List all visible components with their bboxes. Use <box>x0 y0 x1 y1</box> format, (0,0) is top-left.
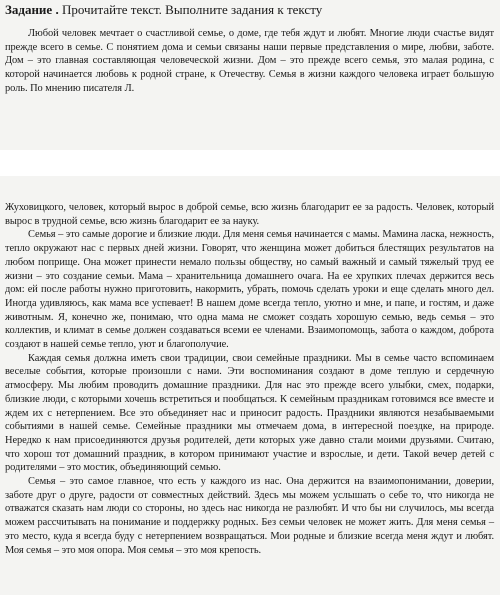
paragraph-mother: Семья – это самые дорогие и близкие люди. Для меня семья начинается с мамы. Мамина ласка, нежность, тепло окружают нас с первых дней жизни. Говорят, что женщина может добиться блестящих результатов на любом поприще. Она может принести немало пользы обществу, но самый важный и самый тяжелый труд ее жизни – это создание семьи. Мама – хранительница домашнего очага. На ее хрупких плечах держится весь дом: ей после работы нужно приготовить, накормить, убрать, помочь сделать уроки и еще сделать много дел. Иногда удивляюсь, как мама все успевает! В нашем доме всегда тепло, уютно и мне, и папе, и гостям, и даже животным. Я, конечно же, понимаю, что одна мама не сможет создать хорошую семью, ведь семья – это коллектив, и климат в семье должен создаваться всеми ее членами. Взаимопомощь, забота о каждом, доброта создают в нашей семье тепло, уют и благополучие. <box>5 229 494 351</box>
paragraph-conclusion: Семья – это самое главное, что есть у каждого из нас. Она держится на взаимопонимании, доверии, заботе друг о друге, радости от совместных действий. Здесь мы можем услышать о себе то, что никогда не отважатся сказать нам люди со стороны, но здесь нас никогда не разлюбят. И что бы ни случилось, мы всегда можем рассчитывать на понимание и поддержку родных. Без семьи человек не может жить. Для меня семья – это место, куда я всегда буду с нетерпением возвращаться. Мои родные и близкие всегда меня ждут и любят. Моя семья – это моя опора. Моя семья – это моя крепость. <box>5 476 494 556</box>
bottom-text-block <box>0 176 500 595</box>
paragraph-intro: Любой человек мечтает о счастливой семье, о доме, где тебя ждут и любят. Многие люди счастье видят прежде всего в семье. С понятием дома и семьи связаны наши первые представления о мире, любви, заботе. Дом – это главная составляющая человеческой жизни. Дом – это прежде всего семья, это малая родина, с которой начинается любовь к родной стране, к Отечеству. Семья в жизни каждого человека играет большую роль. По мнению писателя Л. <box>5 28 494 94</box>
task-heading <box>5 2 494 18</box>
top-text-block <box>0 0 500 150</box>
page-gap <box>0 150 500 176</box>
paragraph-continuation: Жуховицкого, человек, который вырос в доброй семье, всю жизнь благодарит ее за радость. Человек, который вырос в трудной семье, всю жизнь благодарит ее за науку. <box>5 202 494 227</box>
task-instruction: Прочитайте текст. Выполните задания к тексту <box>58 2 323 17</box>
paragraph-traditions: Каждая семья должна иметь свои традиции, свои семейные праздники. Мы в семье часто вспоминаем веселые события, которые произошли с нами. Эти воспоминания создают в доме теплую и сердечную атмосферу. Мы любим проводить домашние праздники. Для нас это прежде всего улыбки, смех, подарки, близкие люди, с которыми хочешь встретиться и пообщаться. К семейным праздникам готовимся все вместе и ждем их с нетерпением. Все это объединяет нас и приносит радость. Праздники являются незабываемыми событиями в нашей семье. Семейные праздники мы отмечаем дома, в интересной поездке, на природе. Нередко к нам присоединяются друзья родителей, дети которых уже давно стали моими друзьями. Считаю, что хорош тот домашний праздник, в котором принимают участие и взрослые, и дети. Такой вечер детей с родителями – это мостик, объединяющий семью. <box>5 352 494 474</box>
task-label: Задание . <box>5 2 59 17</box>
